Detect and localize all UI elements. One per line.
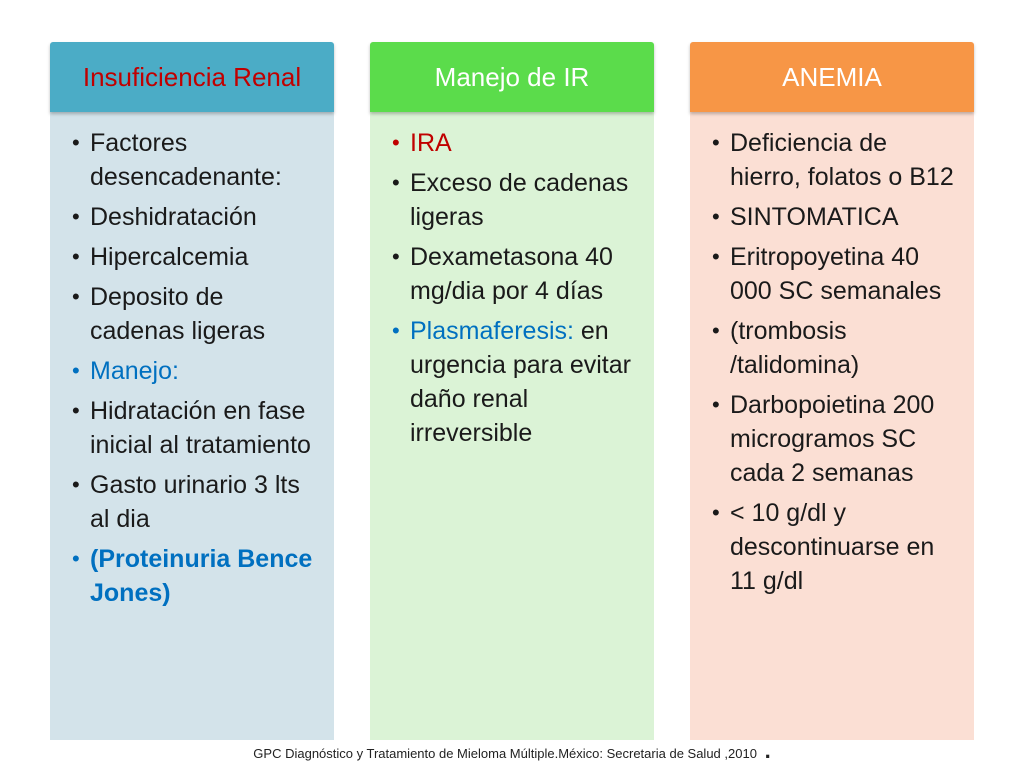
list-item [698, 388, 962, 490]
list-item [58, 394, 322, 462]
bullet-icon: • [712, 130, 720, 155]
item-text: Manejo: [90, 357, 179, 385]
item-text: SINTOMATICA [730, 203, 899, 231]
column-body [690, 112, 974, 740]
list-item [58, 280, 322, 348]
bullet-icon: • [712, 244, 720, 269]
column-manejo-de-ir [370, 42, 654, 740]
item-text: (Proteinuria Bence Jones) [90, 545, 313, 607]
bullet-icon: • [392, 170, 400, 195]
bullet-icon: • [72, 358, 80, 383]
column-header: Manejo de IR [370, 42, 654, 112]
bullet-icon: • [392, 318, 400, 343]
column-body [370, 112, 654, 740]
bullet-icon: • [72, 546, 80, 571]
item-text: Deshidratación [90, 203, 257, 231]
column-body [50, 112, 334, 740]
item-text: Dexametasona 40 mg/dia por 4 días [410, 243, 613, 305]
column-anemia [690, 42, 974, 740]
list-item [58, 468, 322, 536]
list-item [58, 200, 322, 234]
list-item [698, 240, 962, 308]
citation-period: . [764, 738, 771, 763]
bullet-icon: • [712, 318, 720, 343]
list-item [58, 126, 322, 194]
list-item [698, 200, 962, 234]
bullet-list [698, 126, 962, 598]
column-header: ANEMIA [690, 42, 974, 112]
list-item [378, 166, 642, 234]
item-text: Hidratación en fase inicial al tratamiento [90, 397, 311, 459]
bullet-icon: • [392, 130, 400, 155]
bullet-icon: • [72, 472, 80, 497]
citation-text: GPC Diagnóstico y Tratamiento de Mieloma Múltiple.México: Secretaria de Salud ,2010 [253, 746, 757, 761]
item-text: IRA [410, 129, 452, 157]
list-item [698, 126, 962, 194]
bullet-icon: • [72, 204, 80, 229]
bullet-icon: • [72, 398, 80, 423]
item-text-segment: Plasmaferesis: [410, 317, 574, 345]
item-text: Factores desencadenante: [90, 129, 282, 191]
item-text: Darbopoietina 200 microgramos SC cada 2 semanas [730, 391, 935, 487]
list-item [378, 314, 642, 450]
item-text: Deposito de cadenas ligeras [90, 283, 266, 345]
bullet-icon: • [72, 284, 80, 309]
bullet-list [378, 126, 642, 450]
bullet-list [58, 126, 322, 610]
list-item [378, 126, 642, 160]
item-text: Exceso de cadenas ligeras [410, 169, 629, 231]
item-text: Deficiencia de hierro, folatos o B12 [730, 129, 954, 191]
column-insuficiencia-renal [50, 42, 334, 740]
item-text: Hipercalcemia [90, 243, 249, 271]
bullet-icon: • [712, 392, 720, 417]
bullet-icon: • [712, 500, 720, 525]
list-item [58, 542, 322, 610]
item-text: Eritropoyetina 40 000 SC semanales [730, 243, 942, 305]
list-item [378, 240, 642, 308]
footer-citation [0, 738, 1024, 764]
item-text: < 10 g/dl y descontinuarse en 11 g/dl [730, 499, 935, 595]
list-item [58, 240, 322, 274]
item-text: Gasto urinario 3 lts al dia [90, 471, 300, 533]
bullet-icon: • [392, 244, 400, 269]
bullet-icon: • [72, 130, 80, 155]
item-text-segment: en urgencia para evitar daño renal irreversible [410, 317, 631, 447]
item-text: (trombosis /talidomina) [730, 317, 860, 379]
list-item [698, 496, 962, 598]
list-item [58, 354, 322, 388]
list-item [698, 314, 962, 382]
column-header: Insuficiencia Renal [50, 42, 334, 112]
bullet-icon: • [72, 244, 80, 269]
bullet-icon: • [712, 204, 720, 229]
